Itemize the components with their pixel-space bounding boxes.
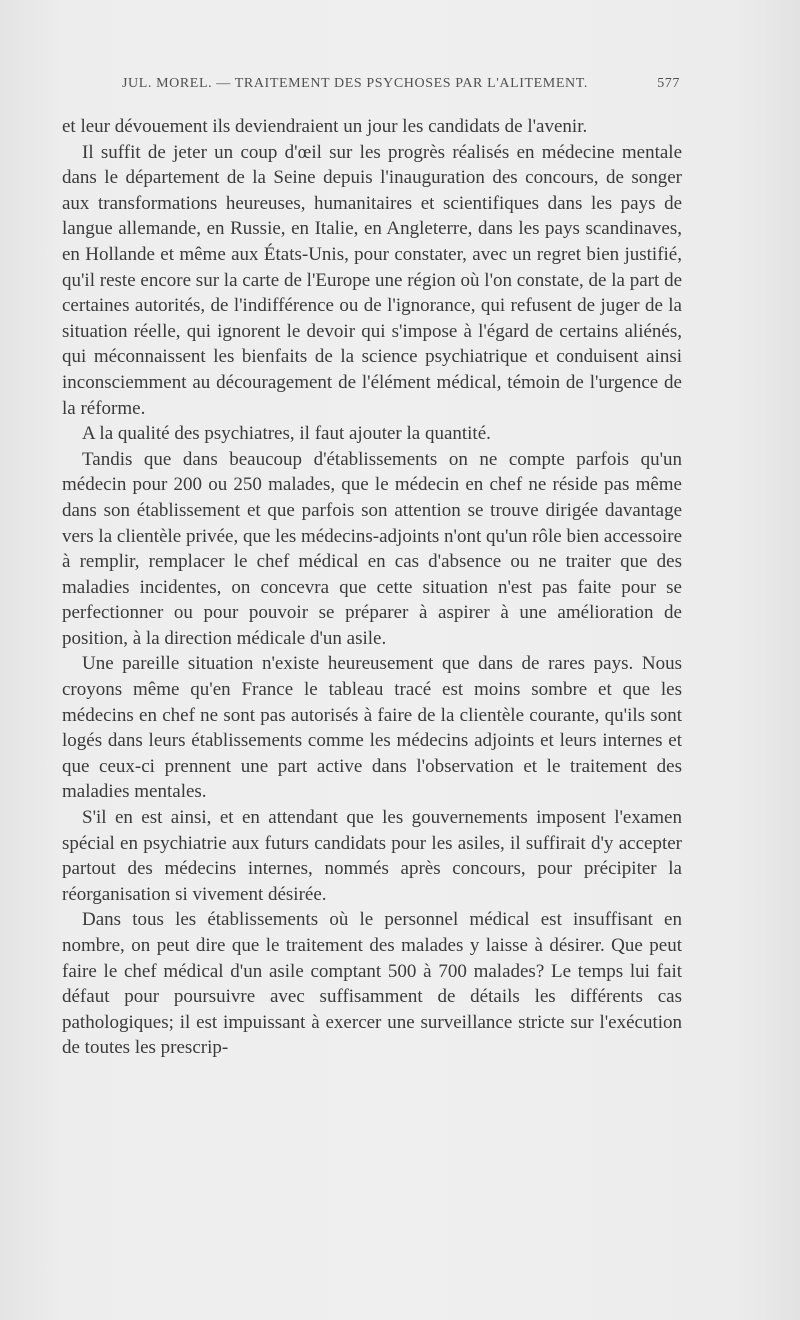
paragraph: Une pareille situation n'existe heureusement que dans de rares pays. Nous croyons même qu'en France le tableau tracé est moins sombre et que les médecins en chef ne sont pas autorisés à faire de la clientèle courante, qu'ils sont logés dans leurs établissements comme les médecins adjoints et leurs internes et que ceux-ci prennent une part active dans l'observation et le traitement des maladies mentales. <box>62 653 682 803</box>
paragraph: S'il en est ainsi, et en attendant que les gouvernements imposent l'examen spécial en psychiatrie aux futurs candidats pour les asiles, il suffirait d'y accepter partout des médecins internes, nommés après concours, pour précipiter la réorganisation si vivement désirée. <box>62 807 682 905</box>
paragraph: Tandis que dans beaucoup d'établissements on ne compte parfois qu'un médecin pour 200 ou 250 malades, que le médecin en chef ne réside pas même dans son établissement et que parfois son attention se trouve dirigée davantage vers la clientèle privée, que les médecins-adjoints n'ont qu'un rôle bien accessoire à remplir, remplacer le chef médical en cas d'absence ou ne traiter que des maladies incidentes, on concevra que cette situation n'est pas faite pour se perfectionner ou pour pouvoir se préparer à aspirer à une amélioration de position, à la direction médicale d'un asile. <box>62 448 682 649</box>
paragraph: Il suffit de jeter un coup d'œil sur les progrès réalisés en médecine mentale dans le département de la Seine depuis l'inauguration des concours, de songer aux transformations heureuses, humanitaires et scientifiques dans les pays de langue allemande, en Russie, en Italie, en Angleterre, dans les pays scandinaves, en Hollande et même aux États-Unis, pour constater, avec un regret bien justifié, qu'il reste encore sur la carte de l'Europe une région où l'on constate, de la part de certaines autorités, de l'indifférence ou de l'ignorance, qui refusent de juger de la situation réelle, qui ignorent le devoir qui s'impose à l'égard de certains aliénés, qui méconnaissent les bienfaits de la science psychiatrique et conduisent ainsi inconsciemment au découragement de l'élément médical, témoin de l'urgence de la réforme. <box>62 141 682 419</box>
paragraph: A la qualité des psychiatres, il faut ajouter la quantité. <box>82 423 491 445</box>
page-number: 577 <box>657 76 680 91</box>
running-head <box>122 76 680 98</box>
paragraph-continuation: et leur dévouement ils deviendraient un jour les candidats de l'avenir. <box>62 116 588 137</box>
body-text <box>62 114 682 1061</box>
running-title: JUL. MOREL. — TRAITEMENT DES PSYCHOSES PAR L'ALITEMENT. <box>122 76 588 91</box>
paragraph: Dans tous les établissements où le personnel médical est insuffisant en nombre, on peut dire que le traitement des malades y laisse à désirer. Que peut faire le chef médical d'un asile comptant 500 à 700 malades? Le temps lui fait défaut pour poursuivre avec suffisamment de détails les différents cas pathologiques; il est impuissant à exercer une surveillance stricte sur l'exécution de toutes les prescrip- <box>62 909 682 1059</box>
